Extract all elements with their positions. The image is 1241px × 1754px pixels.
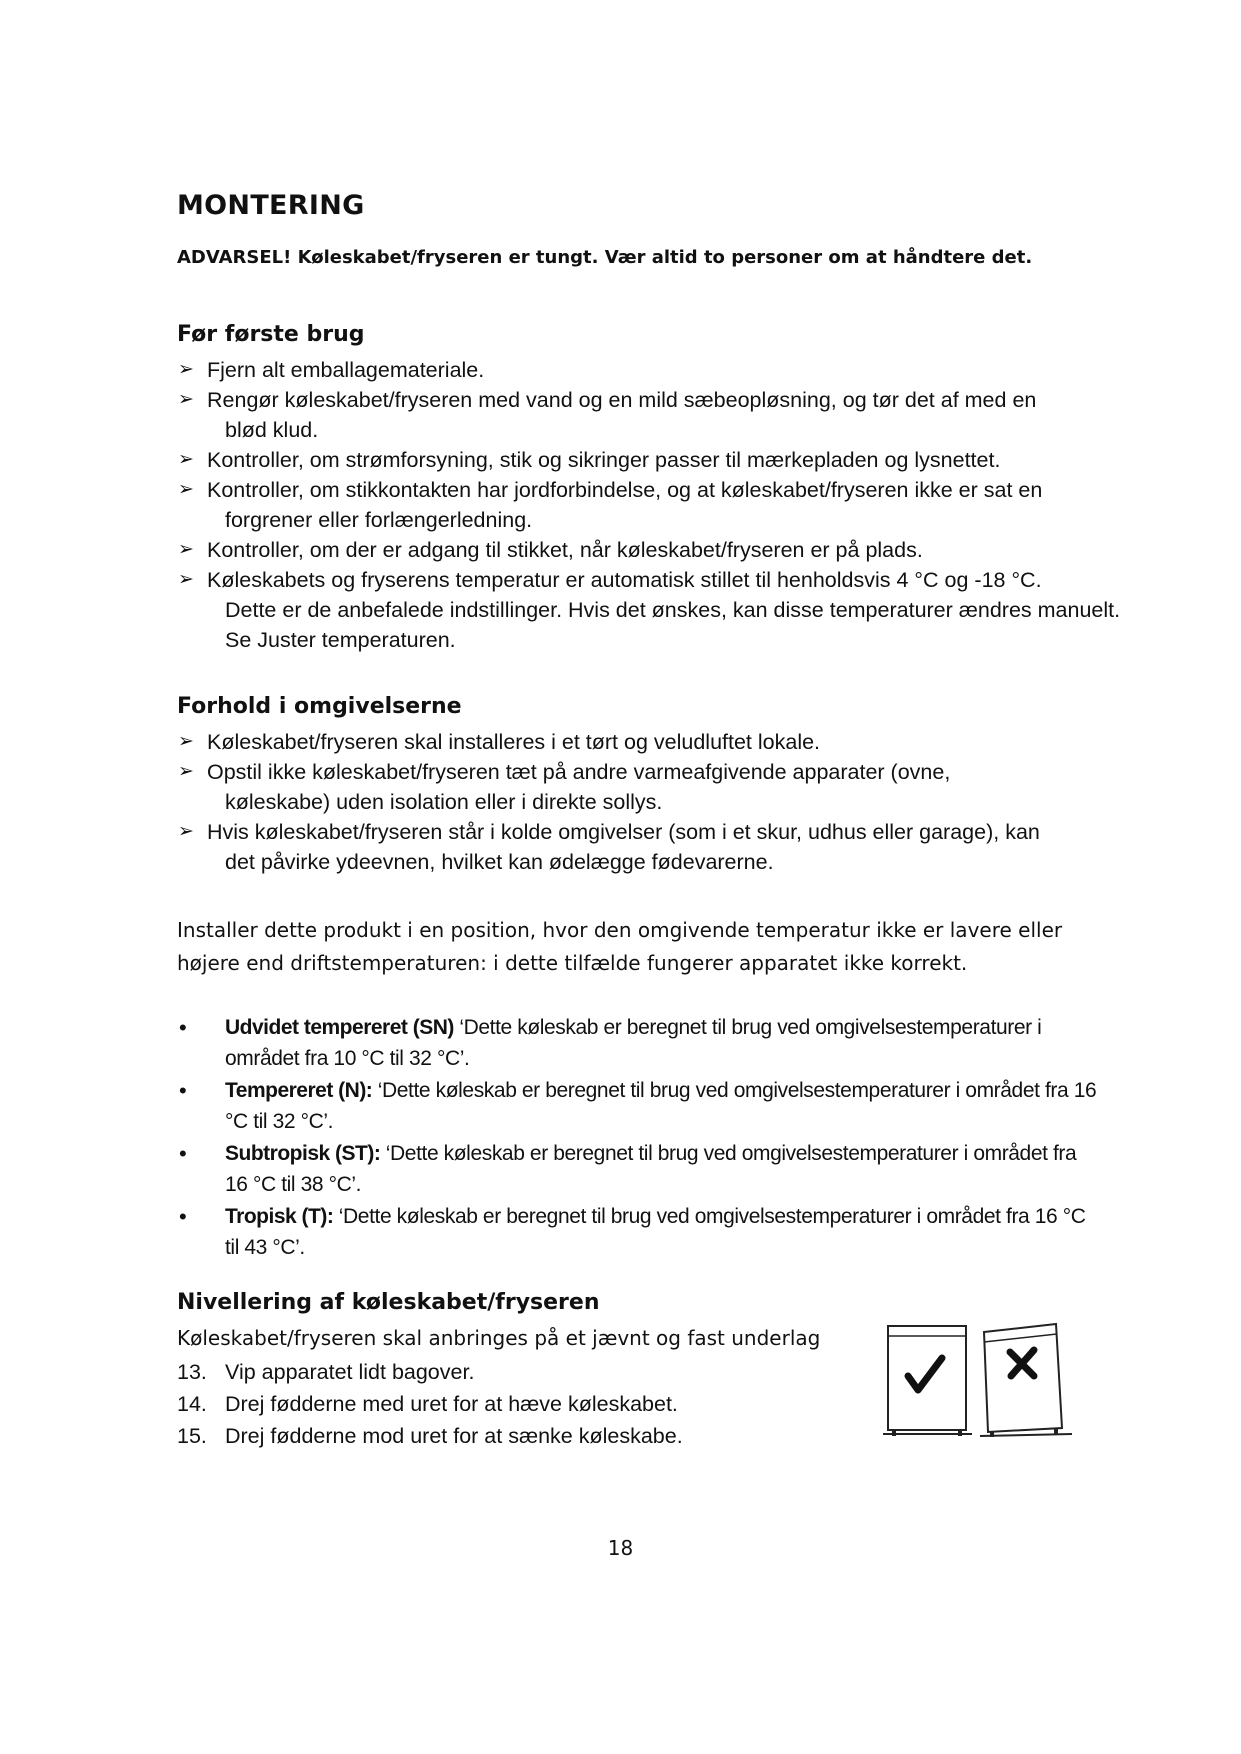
first-use-list <box>177 355 1137 655</box>
leveling-illustration <box>880 1318 1080 1448</box>
list-item: ➢ Kontroller, om stikkontakten har jordforbindelse, og at køleskabet/fryseren ikke er sat en forgrener eller forlængerledning. <box>177 475 1137 535</box>
arrow-bullet-icon: ➢ <box>178 761 194 782</box>
arrow-bullet-icon: ➢ <box>178 731 194 752</box>
arrow-bullet-icon: ➢ <box>178 821 194 842</box>
arrow-bullet-icon: ➢ <box>178 449 194 470</box>
tilted-fridge-wrong <box>980 1324 1072 1437</box>
arrow-bullet-icon: ➢ <box>178 479 194 500</box>
arrow-bullet-icon: ➢ <box>178 539 194 560</box>
list-item: ➢ Opstil ikke køleskabet/fryseren tæt på andre varmeafgivende apparater (ovne, køleskabe) uden isolation eller i direkte sollys. <box>177 757 1137 817</box>
list-item: 13. Vip apparatet lidt bagover. <box>177 1360 475 1384</box>
list-item: 15. Drej fødderne mod uret for at sænke køleskabe. <box>177 1424 683 1448</box>
list-item: • Tropisk (T): ‘Dette køleskab er beregnet til brug ved omgivelsestemperaturer i området fra 16 °C til 43 °C’. <box>177 1201 1097 1263</box>
list-item: ➢ Kontroller, om strømforsyning, stik og sikringer passer til mærkepladen og lysnettet. <box>177 445 1137 475</box>
warning-text: ADVARSEL! Køleskabet/fryseren er tungt. Vær altid to personer om at håndtere det. <box>177 247 1033 268</box>
climate-class-list <box>177 1012 1097 1264</box>
arrow-bullet-icon: ➢ <box>178 569 194 590</box>
list-item: ➢ Køleskabet/fryseren skal installeres i et tørt og veludluftet lokale. <box>177 727 1137 757</box>
list-item: 14. Drej fødderne med uret for at hæve køleskabet. <box>177 1392 678 1416</box>
bullet-dot-icon: • <box>179 1141 187 1166</box>
list-item: ➢ Hvis køleskabet/fryseren står i kolde omgivelser (som i et skur, udhus eller garage), kan det påvirke ydeevnen, hvilket kan ødelægge fødevarerne. <box>177 817 1137 877</box>
arrow-bullet-icon: ➢ <box>178 389 194 410</box>
bullet-dot-icon: • <box>179 1204 187 1229</box>
leveling-steps <box>177 1356 683 1452</box>
list-item: ➢ Fjern alt emballagemateriale. <box>177 355 1137 385</box>
installation-note: Installer dette produkt i en position, hvor den omgivende temperatur ikke er lavere eller højere end driftstemperaturen: i dette tilfælde fungerer apparatet ikke korrekt. <box>177 918 1063 975</box>
section-title-environment: Forhold i omgivelserne <box>177 694 462 719</box>
section-title-first-use: Før første brug <box>177 322 365 347</box>
section-title-leveling: Nivellering af køleskabet/fryseren <box>177 1290 600 1315</box>
checkmark-icon <box>908 1358 942 1390</box>
environment-list <box>177 727 1137 877</box>
bullet-dot-icon: • <box>179 1078 187 1103</box>
page-number: 18 <box>607 1536 634 1560</box>
cross-icon <box>1010 1350 1034 1376</box>
list-item: • Subtropisk (ST): ‘Dette køleskab er beregnet til brug ved omgivelsestemperaturer i området fra 16 °C til 38 °C’. <box>177 1138 1097 1200</box>
list-item: • Udvidet tempereret (SN) ‘Dette køleskab er beregnet til brug ved omgivelsestemperaturer i området fra 10 °C til 32 °C’. <box>177 1012 1097 1074</box>
list-item: ➢ Kontroller, om der er adgang til stikket, når køleskabet/fryseren er på plads. <box>177 535 1137 565</box>
list-item: ➢ Køleskabets og fryserens temperatur er automatisk stillet til henholdsvis 4 °C og -18 °C. Dette er de anbefalede indstillinger. Hvis det ønskes, kan disse temperaturer ændres manuelt. Se Juster temperaturen. <box>177 565 1137 655</box>
bullet-dot-icon: • <box>179 1015 187 1040</box>
arrow-bullet-icon: ➢ <box>178 359 194 380</box>
level-fridge-correct <box>883 1326 972 1436</box>
list-item: ➢ Rengør køleskabet/fryseren med vand og en mild sæbeopløsning, og tør det af med en blød klud. <box>177 385 1137 445</box>
page-heading: MONTERING <box>177 190 365 221</box>
list-item: • Tempereret (N): ‘Dette køleskab er beregnet til brug ved omgivelsestemperaturer i området fra 16 °C til 32 °C’. <box>177 1075 1097 1137</box>
leveling-lead: Køleskabet/fryseren skal anbringes på et jævnt og fast underlag <box>177 1326 821 1350</box>
